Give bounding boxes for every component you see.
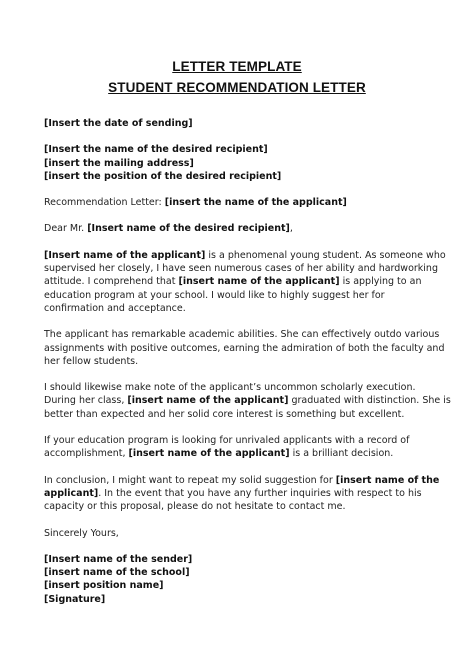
recipient-position: [insert the position of the desired recipient]	[44, 170, 282, 182]
page-subtitle: STUDENT RECOMMENDATION LETTER	[108, 80, 366, 95]
letter-body	[44, 117, 451, 619]
paragraph-program	[44, 434, 444, 461]
text-line: I should likewise make note of the applicant’s uncommon scholarly execution.	[44, 382, 416, 394]
position-name: [insert position name]	[44, 580, 164, 592]
paragraph-abilities	[44, 328, 444, 368]
text-line: education program at your school. I would like to highly suggest her for	[44, 289, 385, 301]
text-line: confirmation and acceptance.	[44, 302, 186, 314]
text-line: better than expected and her solid core interest is something but excellent.	[44, 408, 405, 420]
text-line	[44, 474, 444, 487]
recipient-address: [insert the mailing address]	[44, 157, 194, 169]
text-line: The applicant has remarkable academic abilities. She can effectively outdo various	[44, 329, 440, 341]
date-line	[44, 117, 444, 130]
recipient-block	[44, 143, 444, 183]
text-line: capacity or this proposal, please do not hesitate to contact me.	[44, 501, 346, 513]
text-line	[44, 447, 444, 460]
closing: Sincerely Yours,	[44, 527, 119, 539]
recipient-name: [Insert the name of the desired recipient]	[44, 144, 268, 156]
applicant-name: [Insert name of the applicant]	[44, 249, 206, 261]
page-title: LETTER TEMPLATE	[172, 59, 302, 74]
sender-name: [Insert name of the sender]	[44, 553, 193, 565]
salutation-name: [Insert name of the desired recipient]	[87, 223, 290, 235]
text-run: is a brilliant decision.	[289, 448, 394, 460]
applicant-name: [insert name of the applicant]	[127, 395, 289, 407]
text-line	[44, 487, 444, 500]
applicant-name: [insert name of the applicant]	[128, 448, 290, 460]
paragraph-intro	[44, 249, 444, 315]
text-line	[44, 249, 444, 262]
subject-name: [insert the name of the applicant]	[164, 197, 347, 209]
salutation-suffix: ,	[289, 223, 293, 235]
applicant-name: [insert name of the applicant]	[178, 276, 340, 288]
paragraph-conclusion	[44, 474, 444, 514]
text-run: is applying to an	[339, 276, 422, 288]
text-line: If your education program is looking for unrivaled applicants with a record of	[44, 435, 410, 447]
text-run: In conclusion, I might want to repeat my solid suggestion for	[44, 474, 336, 486]
salutation	[44, 222, 444, 235]
text-line	[44, 394, 451, 407]
applicant-name: [insert name of the	[335, 474, 440, 486]
school-name: [insert name of the school]	[44, 567, 190, 579]
subject-line	[44, 196, 444, 209]
letter-header	[0, 56, 474, 98]
text-line: her fellow students.	[44, 355, 139, 367]
text-run: attitude. I comprehend that	[44, 276, 179, 288]
subject-prefix: Recommendation Letter:	[44, 197, 165, 209]
text-run: During her class,	[44, 395, 128, 407]
applicant-name: applicant]	[44, 487, 99, 499]
paragraph-scholarly	[44, 381, 451, 421]
text-line: supervised her closely, I have seen numerous cases of her ability and hardworking	[44, 263, 438, 275]
signature-block	[44, 553, 444, 606]
text-line	[44, 275, 444, 288]
text-line: assignments with positive outcomes, earning the admiration of both the faculty and	[44, 342, 445, 354]
text-run: is a phenomenal young student. As someone who	[205, 249, 446, 261]
text-run: . In the event that you have any further inquiries with respect to his	[98, 487, 422, 499]
text-run: accomplishment,	[44, 448, 129, 460]
date-placeholder: [Insert the date of sending]	[44, 118, 193, 129]
text-run: graduated with distinction. She is	[288, 395, 451, 407]
salutation-prefix: Dear Mr.	[44, 223, 88, 235]
signature: [Signature]	[44, 593, 106, 605]
